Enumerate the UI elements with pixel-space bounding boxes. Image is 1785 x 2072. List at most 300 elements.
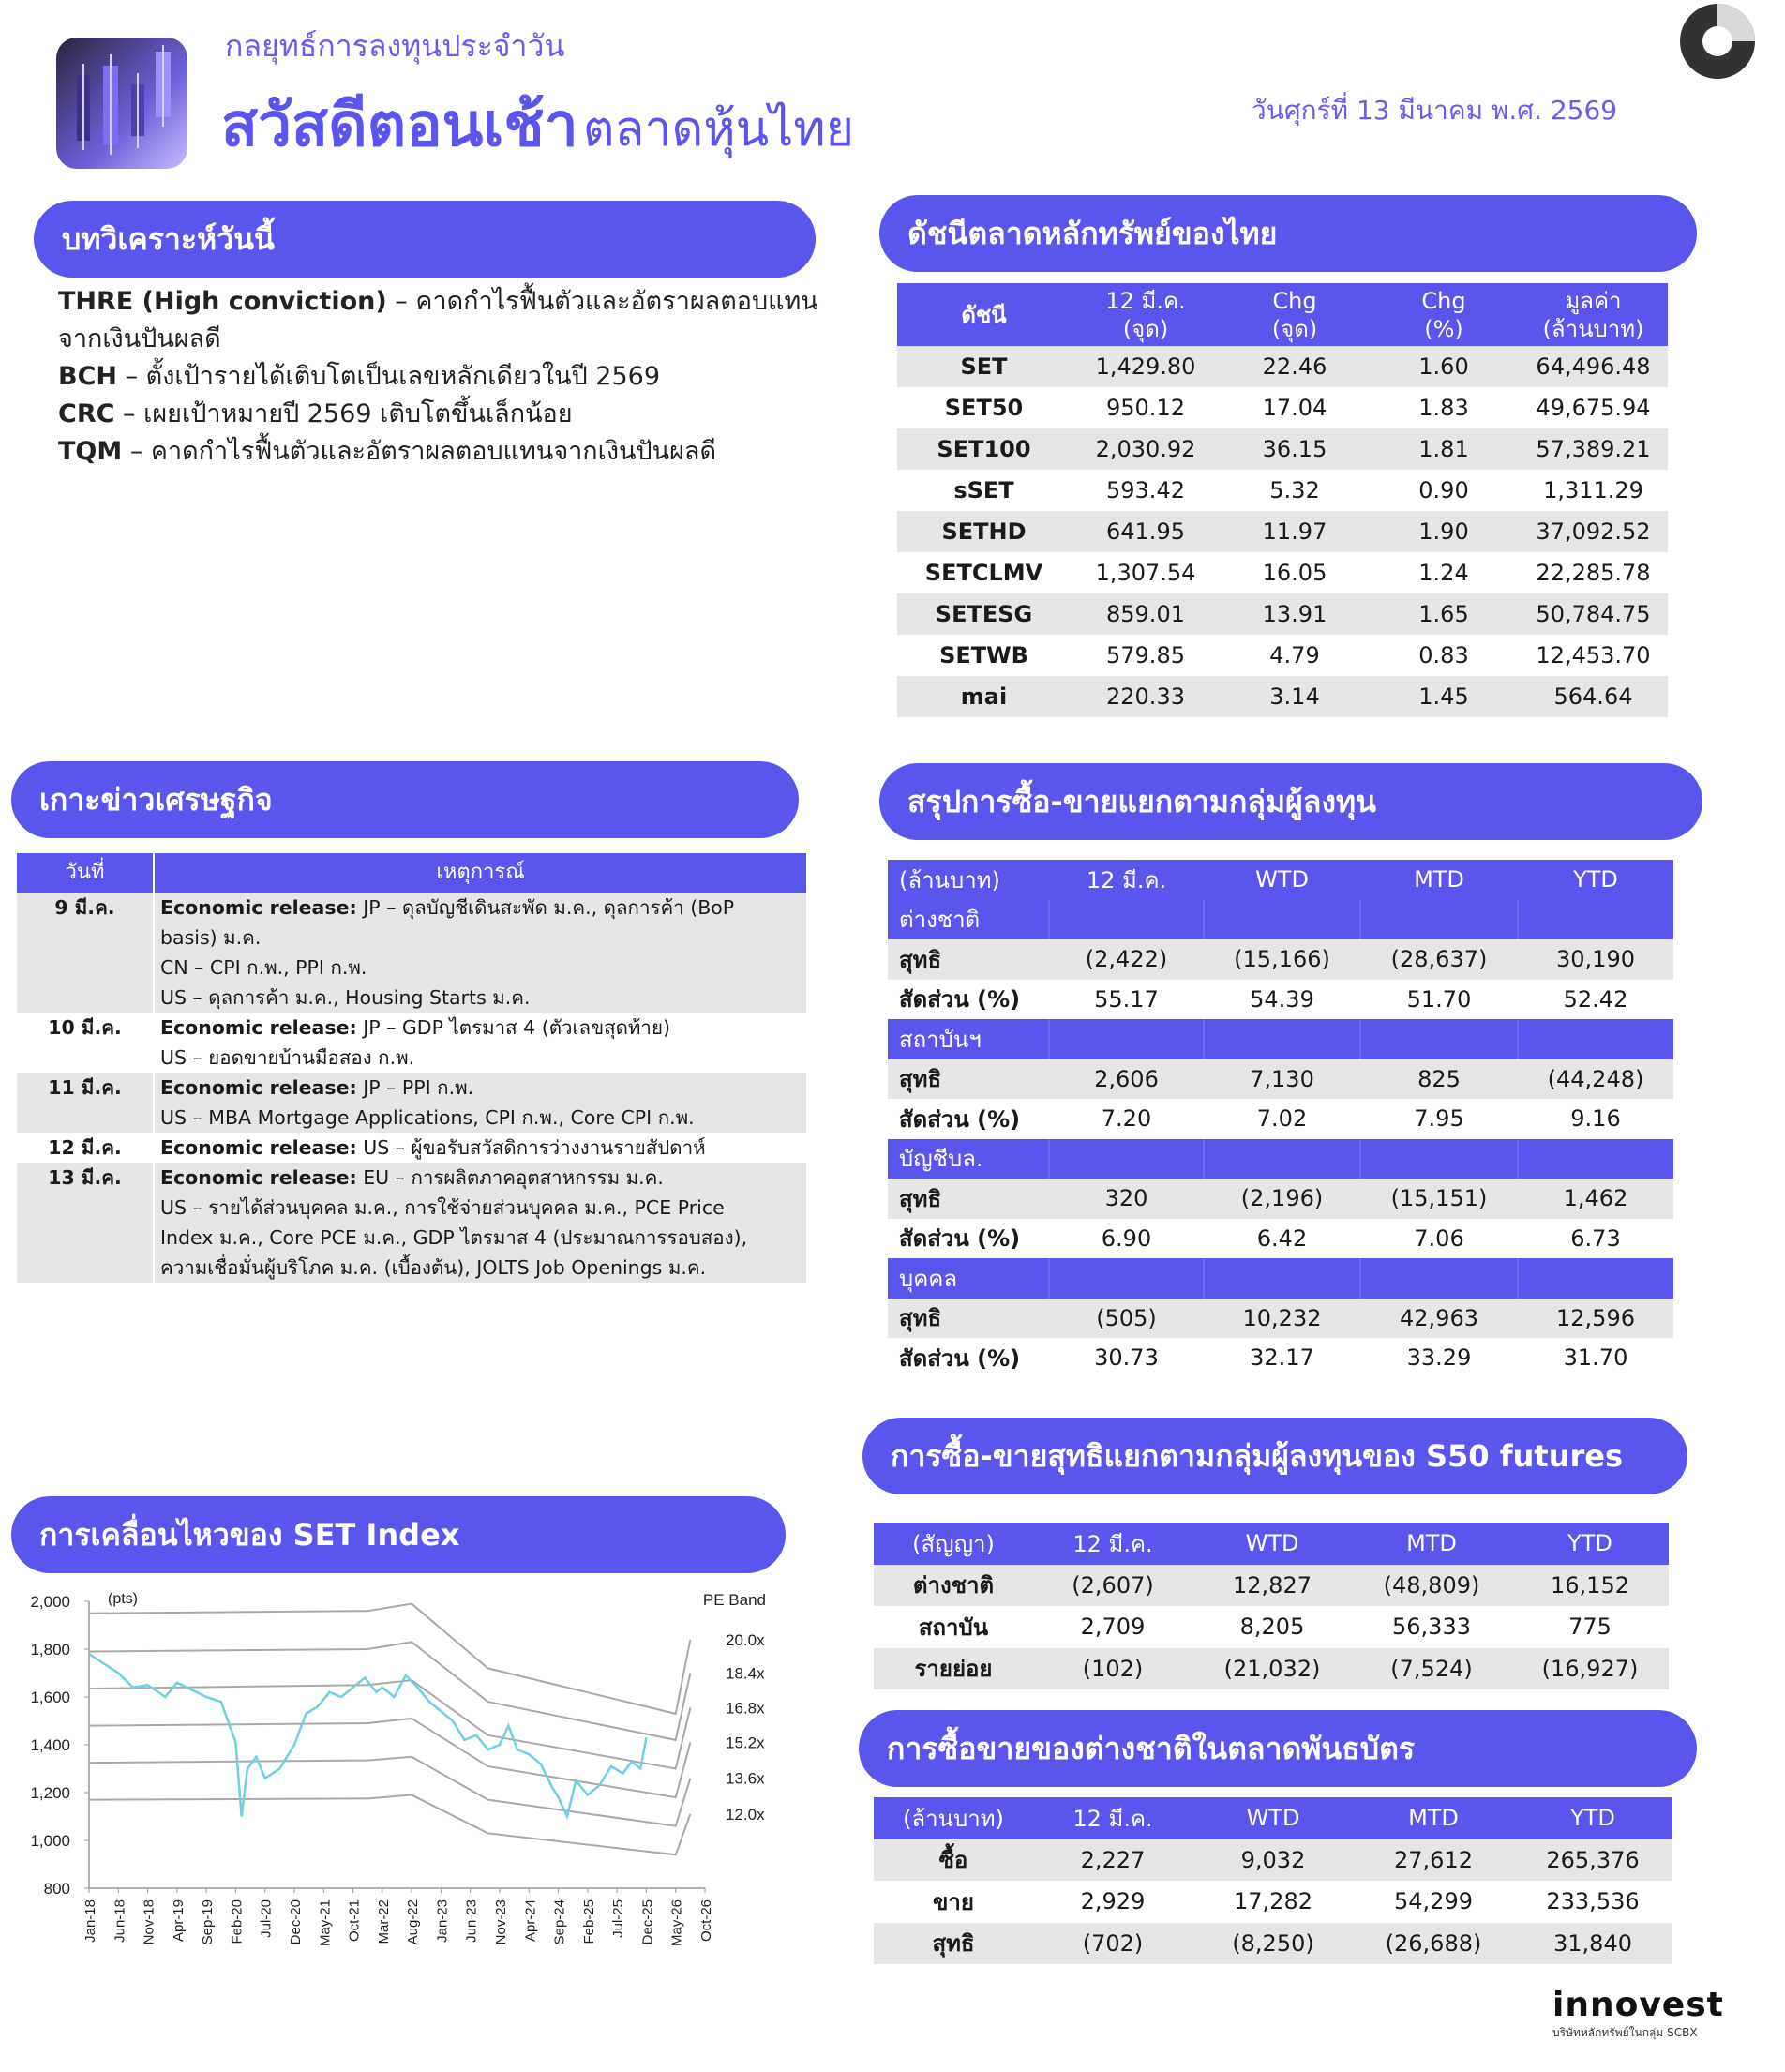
y-axis-label: (pts) <box>108 1591 138 1607</box>
futures-cell: 16,152 <box>1511 1565 1669 1607</box>
index-cell: 2,030.92 <box>1071 428 1221 470</box>
index-cell: 641.95 <box>1071 511 1221 552</box>
analysis-ticker: CRC <box>58 399 115 428</box>
news-text: US – MBA Mortgage Applications, CPI ก.พ., Core CPI ก.พ. <box>160 1106 695 1129</box>
bonds-cell: (26,688) <box>1354 1923 1513 1965</box>
x-tick-label: Apr-19 <box>170 1899 187 1943</box>
analysis-ticker: THRE (High conviction) <box>58 287 387 316</box>
net-value: 825 <box>1360 1059 1518 1100</box>
index-cell: 57,389.21 <box>1519 428 1668 470</box>
x-tick-label: Jan-18 <box>82 1899 98 1943</box>
news-table <box>17 853 806 1283</box>
index-row <box>897 635 1668 676</box>
x-tick-label: Sep-24 <box>551 1899 568 1945</box>
index-cell: 1,429.80 <box>1071 346 1221 387</box>
pe-band-label: PE Band <box>702 1591 766 1609</box>
bonds-cell: (8,250) <box>1192 1923 1354 1965</box>
share-label: สัดส่วน (%) <box>899 1105 1021 1133</box>
news-text: JP – ดุลบัญชีเดินสะพัด ม.ค., ดุลการค้า (BoP <box>356 896 735 919</box>
x-tick-label: Jan-23 <box>434 1899 451 1943</box>
x-tick-label: Oct-26 <box>698 1899 714 1943</box>
index-cell: 0.90 <box>1418 477 1469 503</box>
bonds-cell: ซื้อ <box>874 1839 1033 1882</box>
news-text: Index ม.ค., Core PCE ม.ค., GDP ไตรมาส 4 (ประมาณการรอบสอง), <box>160 1226 748 1249</box>
index-row <box>897 593 1668 635</box>
share-label: สัดส่วน (%) <box>899 1344 1021 1372</box>
net-value: 12,596 <box>1518 1299 1673 1339</box>
analysis-ticker: BCH <box>58 362 117 391</box>
analysis-item <box>58 396 827 433</box>
investor-header <box>888 860 1673 900</box>
news-date: 9 มี.ค. <box>17 893 154 1013</box>
bonds-cell: 9,032 <box>1192 1839 1354 1882</box>
pe-band-tick: 16.8x <box>726 1699 765 1718</box>
futures-cell: ต่างชาติ <box>874 1565 1033 1607</box>
y-tick-label: 1,200 <box>30 1784 70 1802</box>
share-value: 7.95 <box>1414 1105 1464 1133</box>
share-value: 7.02 <box>1256 1105 1308 1133</box>
analysis-text: – คาดกำไรฟื้นตัวและอัตราผลตอบแทนจากเงินปันผลดี <box>129 437 717 466</box>
bonds-col: 12 มี.ค. <box>1033 1797 1192 1839</box>
news-event <box>154 1073 806 1133</box>
pe-band-tick: 12.0x <box>726 1805 765 1824</box>
net-value: (2,196) <box>1204 1179 1360 1219</box>
index-row <box>897 511 1668 552</box>
index-cell: 13.91 <box>1221 593 1369 635</box>
news-row <box>17 1013 806 1073</box>
index-cell: 37,092.52 <box>1519 511 1668 552</box>
net-label: สุทธิ <box>888 1059 1049 1100</box>
x-tick-label: Jun-18 <box>112 1899 128 1943</box>
header-subtitle: กลยุทธ์การลงทุนประจำวัน <box>225 28 565 64</box>
net-value: (15,151) <box>1360 1179 1518 1219</box>
group-spacer <box>1049 1019 1204 1059</box>
y-tick-label: 1,000 <box>30 1832 70 1850</box>
net-label: สุทธิ <box>888 1179 1049 1219</box>
futures-cell: 8,205 <box>1239 1614 1305 1641</box>
group-spacer <box>1360 1258 1518 1299</box>
x-tick-label: Nov-23 <box>493 1899 509 1945</box>
bonds-row <box>874 1881 1672 1923</box>
news-text: basis) ม.ค. <box>160 926 262 949</box>
share-value: 52.42 <box>1563 985 1628 1013</box>
index-row <box>897 552 1668 593</box>
bonds-row <box>874 1923 1672 1965</box>
index-cell: 17.04 <box>1262 395 1328 421</box>
investor-col: WTD <box>1204 860 1360 900</box>
group-spacer <box>1518 900 1673 940</box>
pe-band-line <box>89 1757 690 1826</box>
investor-group <box>888 1019 1673 1059</box>
bonds-cell: 233,536 <box>1546 1888 1640 1915</box>
news-text: US – ดุลการค้า ม.ค., Housing Starts ม.ค. <box>160 986 531 1009</box>
news-heading: เกาะข่าวเศรษฐกิจ <box>11 761 799 838</box>
group-spacer <box>1360 900 1518 940</box>
investor-share-row <box>888 980 1673 1020</box>
investor-col: 12 มี.ค. <box>1049 860 1204 900</box>
net-label: สุทธิ <box>888 1299 1049 1339</box>
futures-cell: (48,809) <box>1352 1565 1511 1607</box>
index-cell: 22.46 <box>1221 346 1369 387</box>
share-value: 6.90 <box>1101 1224 1152 1252</box>
x-tick-label: Dec-25 <box>639 1899 656 1945</box>
analysis-heading: บทวิเคราะห์วันนี้ <box>34 201 816 278</box>
index-cell: 16.05 <box>1262 560 1328 586</box>
group-name: ต่างชาติ <box>888 900 1049 940</box>
pe-band-line <box>89 1795 690 1855</box>
index-cell: 950.12 <box>1106 395 1185 421</box>
net-value: 30,190 <box>1518 939 1673 980</box>
group-spacer <box>1518 1258 1673 1299</box>
news-line <box>160 1253 801 1283</box>
net-label: สุทธิ <box>888 939 1049 980</box>
bonds-cell: ขาย <box>933 1888 974 1915</box>
y-tick-label: 1,600 <box>30 1689 70 1706</box>
investor-share-row <box>888 1338 1673 1378</box>
col-chg-pct: Chg (%) <box>1369 283 1519 346</box>
y-tick-label: 1,400 <box>30 1736 70 1754</box>
col-date: วันที่ <box>17 853 154 893</box>
news-row <box>17 893 806 1013</box>
index-cell: 1.24 <box>1418 560 1469 586</box>
bonds-heading: การซื้อขายของต่างชาติในตลาดพันธบัตร <box>859 1710 1697 1787</box>
news-line <box>160 1013 801 1043</box>
news-line <box>160 1073 801 1103</box>
x-tick-label: Nov-18 <box>141 1899 158 1945</box>
net-value: 42,963 <box>1360 1299 1518 1339</box>
investor-heading: สรุปการซื้อ-ขายแยกตามกลุ่มผู้ลงทุน <box>879 763 1702 840</box>
index-cell: 49,675.94 <box>1536 395 1651 421</box>
index-cell: 64,496.48 <box>1519 346 1668 387</box>
futures-col: 12 มี.ค. <box>1033 1523 1192 1565</box>
index-row <box>897 387 1668 428</box>
analysis-text-cont: จากเงินปันผลดี <box>58 324 221 353</box>
index-cell: 22,285.78 <box>1536 560 1651 586</box>
share-value: 31.70 <box>1563 1344 1628 1372</box>
futures-col: WTD <box>1192 1523 1352 1565</box>
news-row <box>17 1133 806 1163</box>
chart-heading: การเคลื่อนไหวของ SET Index <box>11 1496 786 1573</box>
bonds-col: MTD <box>1354 1797 1513 1839</box>
group-spacer <box>1204 1019 1360 1059</box>
bonds-cell: (702) <box>1033 1923 1192 1965</box>
analysis-item <box>58 283 827 321</box>
analysis-ticker: TQM <box>58 437 123 466</box>
x-tick-label: Jun-23 <box>463 1899 480 1943</box>
net-value: (44,248) <box>1518 1059 1673 1100</box>
investor-table <box>888 860 1673 1378</box>
group-spacer <box>1518 1139 1673 1179</box>
news-line <box>160 953 801 983</box>
investor-col: YTD <box>1518 860 1673 900</box>
header-title <box>221 77 854 173</box>
news-line <box>160 983 801 1013</box>
x-tick-label: Feb-20 <box>229 1899 246 1944</box>
news-line <box>160 1103 801 1133</box>
index-cell: 11.97 <box>1221 511 1369 552</box>
bonds-cell: สุทธิ <box>874 1923 1033 1965</box>
index-heading: ดัชนีตลาดหลักทรัพย์ของไทย <box>879 195 1697 272</box>
index-cell: SETESG <box>897 593 1071 635</box>
index-cell: SET <box>897 346 1071 387</box>
news-line <box>160 1133 801 1163</box>
news-event <box>154 1163 806 1283</box>
analysis-text: – คาดกำไรฟื้นตัวและอัตราผลตอบแทน <box>395 287 818 316</box>
news-line <box>160 1043 801 1073</box>
futures-cell: (7,524) <box>1352 1648 1511 1690</box>
net-value: (505) <box>1049 1299 1204 1339</box>
report-date: วันศุกร์ที่ 13 มีนาคม พ.ศ. 2569 <box>1252 95 1618 126</box>
header-image <box>56 38 188 169</box>
news-label: Economic release: <box>160 1016 357 1039</box>
news-line <box>160 1193 801 1223</box>
analysis-list <box>58 283 827 471</box>
futures-cell: (21,032) <box>1192 1648 1352 1690</box>
net-value: (15,166) <box>1204 939 1360 980</box>
x-tick-label: Sep-19 <box>200 1899 217 1945</box>
news-date: 10 มี.ค. <box>17 1013 154 1073</box>
index-cell: 12,453.70 <box>1536 642 1651 668</box>
news-label: Economic release: <box>160 896 357 919</box>
x-tick-label: Apr-24 <box>522 1899 539 1943</box>
index-cell: 593.42 <box>1106 477 1185 503</box>
set-index-chart <box>0 1575 806 1988</box>
investor-group <box>888 1258 1673 1299</box>
group-name: บัญชีบล. <box>888 1139 1049 1179</box>
news-row <box>17 1073 806 1133</box>
x-tick-label: Jul-20 <box>258 1899 275 1938</box>
bonds-cell: 27,612 <box>1354 1839 1513 1882</box>
index-row <box>897 428 1668 470</box>
news-text: ความเชื่อมั่นผู้บริโภค ม.ค. (เบื้องต้น), JOLTS Job Openings ม.ค. <box>160 1256 707 1279</box>
futures-heading: การซื้อ-ขายสุทธิแยกตามกลุ่มผู้ลงทุนของ S50 futures <box>862 1418 1688 1494</box>
news-line <box>160 893 801 923</box>
news-text: EU – การผลิตภาคอุตสาหกรรม ม.ค. <box>356 1166 664 1189</box>
index-cell: 1,311.29 <box>1543 477 1643 503</box>
investor-net-row <box>888 1059 1673 1100</box>
news-line <box>160 1223 801 1253</box>
futures-cell: 12,827 <box>1192 1565 1352 1607</box>
analysis-text: – เผยเป้าหมายปี 2569 เติบโตขึ้นเล็กน้อย <box>123 399 573 428</box>
investor-group <box>888 900 1673 940</box>
futures-col: YTD <box>1511 1523 1669 1565</box>
pe-band-tick: 18.4x <box>726 1664 765 1683</box>
index-row <box>897 676 1668 717</box>
pe-band-line <box>89 1604 690 1714</box>
pe-band-tick: 13.6x <box>726 1769 765 1788</box>
group-spacer <box>1049 1139 1204 1179</box>
news-date: 11 มี.ค. <box>17 1073 154 1133</box>
index-cell: SETHD <box>897 511 1071 552</box>
y-tick-label: 800 <box>43 1880 70 1898</box>
share-value: 51.70 <box>1406 985 1472 1013</box>
y-tick-label: 2,000 <box>30 1593 70 1611</box>
index-cell: SETCLMV <box>924 560 1043 586</box>
index-cell: SET100 <box>897 428 1071 470</box>
investor-net-row <box>888 939 1673 980</box>
index-cell: 1.83 <box>1418 395 1469 421</box>
news-text: JP – PPI ก.พ. <box>356 1076 474 1099</box>
futures-header <box>874 1523 1669 1565</box>
news-line <box>160 923 801 953</box>
index-row <box>897 470 1668 511</box>
bonds-cell: 54,299 <box>1394 1888 1473 1915</box>
index-cell: 4.79 <box>1269 642 1320 668</box>
index-cell: 1.65 <box>1369 593 1519 635</box>
x-tick-label: Jul-25 <box>610 1899 627 1938</box>
news-row <box>17 1163 806 1283</box>
investor-net-row <box>888 1179 1673 1219</box>
group-spacer <box>1204 1139 1360 1179</box>
x-tick-label: Feb-25 <box>580 1899 597 1944</box>
futures-row <box>874 1648 1669 1690</box>
investor-share-row <box>888 1219 1673 1259</box>
index-cell: sSET <box>953 477 1014 503</box>
bonds-table <box>874 1797 1672 1964</box>
bonds-cell: 2,227 <box>1033 1839 1192 1882</box>
index-cell: 5.32 <box>1269 477 1320 503</box>
col-index: ดัชนี <box>897 283 1071 346</box>
bonds-cell: 2,929 <box>1080 1888 1146 1915</box>
index-row <box>897 346 1668 387</box>
share-value: 7.20 <box>1101 1105 1152 1133</box>
investor-share-row <box>888 1099 1673 1139</box>
investor-col: MTD <box>1360 860 1518 900</box>
col-event: เหตุการณ์ <box>154 853 806 893</box>
futures-table <box>874 1523 1669 1689</box>
bonds-header <box>874 1797 1672 1839</box>
x-tick-label: Dec-20 <box>288 1899 304 1945</box>
share-label: สัดส่วน (%) <box>899 986 1021 1013</box>
index-cell: 1.90 <box>1369 511 1519 552</box>
share-value: 33.29 <box>1406 1344 1472 1372</box>
pe-band-tick: 15.2x <box>726 1734 765 1752</box>
title-sub: ตลาดหุ้นไทย <box>582 101 855 158</box>
news-event <box>154 1013 806 1073</box>
futures-row <box>874 1606 1669 1648</box>
index-cell: SETWB <box>939 642 1028 668</box>
x-tick-label: May-26 <box>668 1899 685 1947</box>
news-text: US – รายได้ส่วนบุคคล ม.ค., การใช้จ่ายส่วนบุคคล ม.ค., PCE Price <box>160 1196 725 1219</box>
analysis-item <box>58 433 827 471</box>
share-value: 32.17 <box>1250 1344 1314 1372</box>
x-tick-label: Mar-22 <box>375 1899 392 1944</box>
index-cell: 1.81 <box>1369 428 1519 470</box>
futures-col: (สัญญา) <box>874 1523 1033 1565</box>
news-line <box>160 1163 801 1193</box>
news-label: Economic release: <box>160 1136 357 1159</box>
index-cell: 1.60 <box>1369 346 1519 387</box>
futures-cell: 775 <box>1568 1614 1612 1641</box>
bonds-col: (ล้านบาท) <box>874 1797 1033 1839</box>
logo-brand: innovest <box>1552 1986 1724 2024</box>
futures-cell: 56,333 <box>1392 1614 1471 1641</box>
title-main: สวัสดีตอนเช้า <box>221 91 578 160</box>
investor-col: (ล้านบาท) <box>888 860 1049 900</box>
net-value: 2,606 <box>1049 1059 1204 1100</box>
index-cell: 220.33 <box>1071 676 1221 717</box>
news-text: US – ยอดขายบ้านมือสอง ก.พ. <box>160 1046 415 1069</box>
net-value: 10,232 <box>1204 1299 1360 1339</box>
group-spacer <box>1049 1258 1204 1299</box>
futures-cell: รายย่อย <box>874 1648 1033 1690</box>
share-value: 30.73 <box>1094 1344 1159 1372</box>
news-text: JP – GDP ไตรมาส 4 (ตัวเลขสุดท้าย) <box>356 1016 670 1039</box>
futures-cell: (102) <box>1033 1648 1192 1690</box>
bonds-col: YTD <box>1513 1797 1672 1839</box>
candlestick-icon <box>56 38 188 169</box>
investor-net-row <box>888 1299 1673 1339</box>
investor-group <box>888 1139 1673 1179</box>
net-value: (2,422) <box>1049 939 1204 980</box>
news-event <box>154 1133 806 1163</box>
analysis-text: – ตั้งเป้ารายได้เติบโตเป็นเลขหลักเดียวในปี 2569 <box>125 362 661 391</box>
futures-cell: สถาบัน <box>918 1614 989 1641</box>
share-label: สัดส่วน (%) <box>899 1225 1021 1253</box>
share-value: 7.06 <box>1414 1224 1464 1252</box>
x-tick-label: Aug-22 <box>405 1899 422 1945</box>
share-value: 55.17 <box>1094 985 1159 1013</box>
share-value: 54.39 <box>1250 985 1314 1013</box>
group-spacer <box>1204 900 1360 940</box>
set-index-line <box>89 1654 646 1816</box>
index-cell: 3.14 <box>1221 676 1369 717</box>
index-cell: 564.64 <box>1519 676 1668 717</box>
net-value: 7,130 <box>1204 1059 1360 1100</box>
index-table <box>897 283 1668 717</box>
news-text: US – ผู้ขอรับสวัสดิการว่างงานรายสัปดาห์ <box>356 1136 706 1159</box>
share-value: 9.16 <box>1570 1105 1621 1133</box>
news-label: Economic release: <box>160 1166 357 1189</box>
news-date: 12 มี.ค. <box>17 1133 154 1163</box>
index-cell: 36.15 <box>1221 428 1369 470</box>
share-value: 6.73 <box>1570 1224 1621 1252</box>
index-cell: 579.85 <box>1106 642 1185 668</box>
futures-cell: (2,607) <box>1033 1565 1192 1607</box>
col-close: 12 มี.ค. (จุด) <box>1071 283 1221 346</box>
col-chg-pts: Chg (จุด) <box>1221 283 1369 346</box>
futures-cell: 2,709 <box>1080 1614 1146 1641</box>
analysis-item <box>58 358 827 396</box>
pe-band-tick: 20.0x <box>726 1630 765 1649</box>
innovest-logo <box>1552 1986 1740 2042</box>
futures-col: MTD <box>1352 1523 1511 1565</box>
news-date: 13 มี.ค. <box>17 1163 154 1283</box>
net-value: 320 <box>1049 1179 1204 1219</box>
futures-row <box>874 1565 1669 1607</box>
index-cell: SET50 <box>944 395 1024 421</box>
futures-cell: (16,927) <box>1511 1648 1669 1690</box>
group-spacer <box>1360 1139 1518 1179</box>
index-table-header <box>897 283 1668 346</box>
col-value: มูลค่า (ล้านบาท) <box>1519 283 1668 346</box>
group-name: สถาบันฯ <box>888 1019 1049 1059</box>
x-tick-label: May-21 <box>317 1899 334 1947</box>
group-name: บุคคล <box>888 1258 1049 1299</box>
index-cell: mai <box>897 676 1071 717</box>
index-cell: 1,307.54 <box>1095 560 1196 586</box>
x-tick-label: Oct-21 <box>346 1899 363 1943</box>
logo-tagline: บริษัทหลักทรัพย์ในกลุ่ม SCBX <box>1552 2026 1698 2039</box>
net-value: 1,462 <box>1518 1179 1673 1219</box>
group-spacer <box>1049 900 1204 940</box>
bonds-cell: 31,840 <box>1513 1923 1672 1965</box>
index-cell: 50,784.75 <box>1519 593 1668 635</box>
group-spacer <box>1204 1258 1360 1299</box>
news-text: CN – CPI ก.พ., PPI ก.พ. <box>160 956 368 979</box>
index-cell: 859.01 <box>1071 593 1221 635</box>
bonds-cell: 265,376 <box>1513 1839 1672 1882</box>
